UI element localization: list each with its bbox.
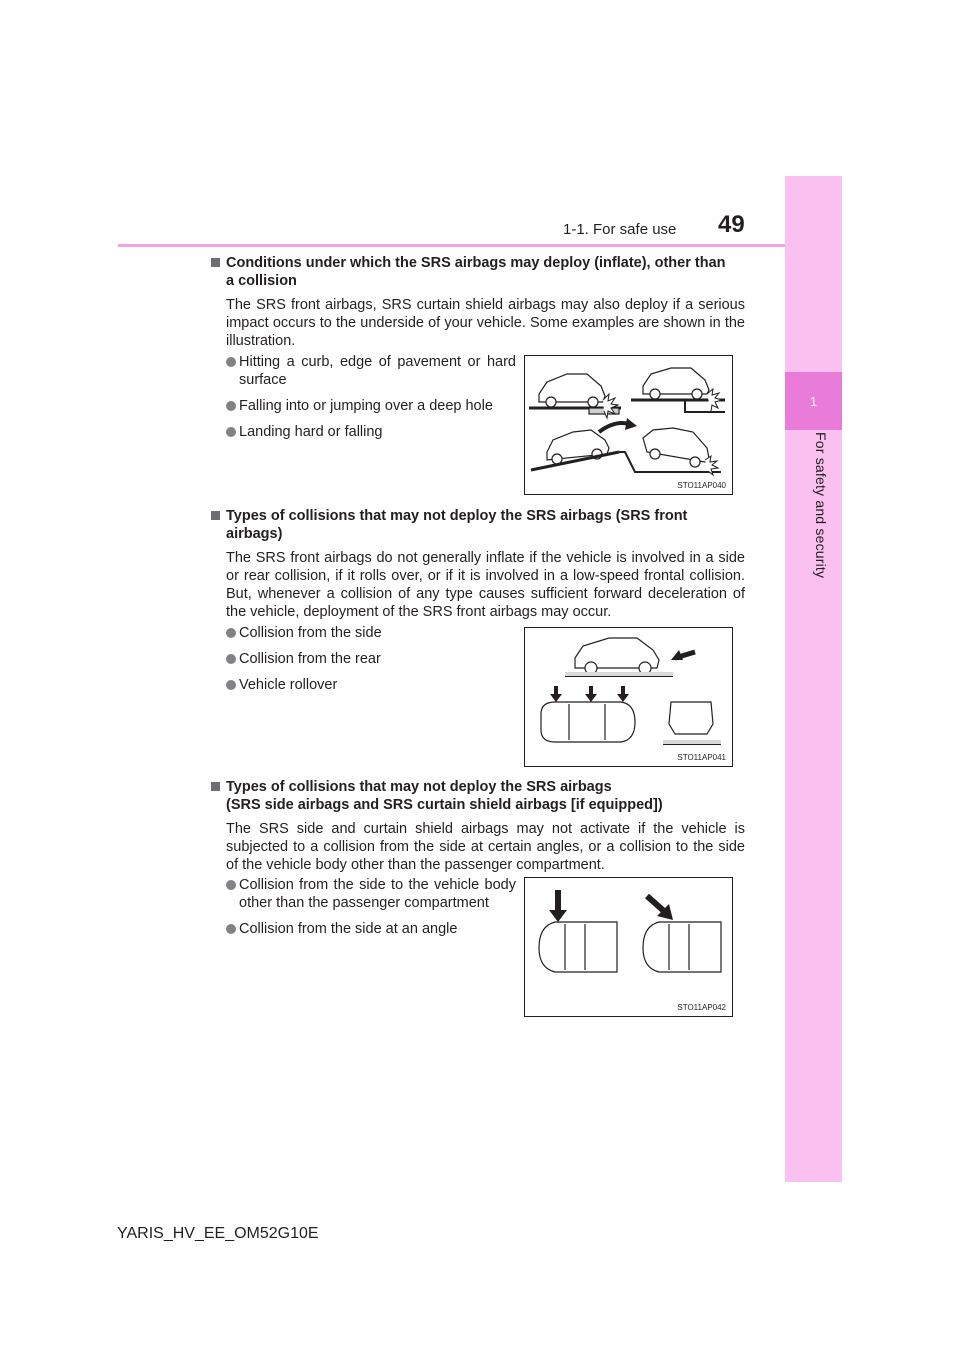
figure-code: STO11AP042 xyxy=(677,1003,726,1012)
list-item xyxy=(226,397,516,415)
list-item-text: Hitting a curb, edge of pavement or hard surface xyxy=(239,354,516,388)
bullet-dot-icon xyxy=(226,401,236,411)
bullet-dot-icon xyxy=(226,357,236,367)
section-side-airbags-no-deploy xyxy=(211,778,745,874)
chapter-number-tab[interactable] xyxy=(785,372,842,430)
document-code-footer: YARIS_HV_EE_OM52G10E xyxy=(117,1225,319,1242)
list-item-text: Collision from the rear xyxy=(239,651,381,667)
section-body: The SRS side and curtain shield airbags may not activate if the vehicle is subjected to a collision from the side at certain angles, or a collision to the side of the vehicle body other than the passenger compartment. xyxy=(226,821,745,873)
bullet-dot-icon xyxy=(226,880,236,890)
list-item-text: Collision from the side at an angle xyxy=(239,921,458,937)
section-deploy-other-than-collision xyxy=(211,254,745,350)
section-heading xyxy=(211,778,745,814)
bullet-dot-icon xyxy=(226,680,236,690)
chapter-title: For safety and security xyxy=(813,432,829,579)
list-item-text: Vehicle rollover xyxy=(239,677,338,693)
list-item xyxy=(226,353,516,389)
section-body: The SRS front airbags, SRS curtain shield airbags may also deploy if a serious impact occurs to the underside of your vehicle. Some examples are shown in the illustration. xyxy=(226,297,745,349)
section-heading xyxy=(211,507,745,543)
list-item xyxy=(226,624,516,642)
square-bullet-icon xyxy=(211,511,220,520)
bullet-list xyxy=(226,353,516,449)
bullet-list xyxy=(226,624,516,702)
heading-line-2: a collision xyxy=(226,273,297,289)
illustration-side-angle-impacts xyxy=(524,877,733,1017)
page-number: 49 xyxy=(718,211,745,238)
heading-line-2: airbags) xyxy=(226,526,283,542)
bullet-dot-icon xyxy=(226,924,236,934)
list-item xyxy=(226,423,516,441)
chapter-number: 1 xyxy=(809,393,818,409)
car-illustration-svg xyxy=(525,628,732,766)
list-item xyxy=(226,650,516,668)
bullet-dot-icon xyxy=(226,628,236,638)
figure-code: STO11AP041 xyxy=(677,753,726,762)
car-illustration-svg xyxy=(525,356,732,494)
figure-code: STO11AP040 xyxy=(677,481,726,490)
illustration-side-rear-rollover xyxy=(524,627,733,767)
bullet-dot-icon xyxy=(226,654,236,664)
section-header: 1-1. For safe use xyxy=(563,221,677,238)
list-item xyxy=(226,876,516,912)
bullet-dot-icon xyxy=(226,427,236,437)
heading-line-1: Types of collisions that may not deploy the SRS airbags xyxy=(226,779,612,795)
section-front-airbags-no-deploy xyxy=(211,507,745,621)
list-item xyxy=(226,920,516,938)
list-item-text: Falling into or jumping over a deep hole xyxy=(239,398,493,414)
section-body: The SRS front airbags do not generally inflate if the vehicle is involved in a side or rear collision, if it rolls over, or if it is involved in a low-speed frontal collision. But, whenever a collision of any type causes sufficient forward deceleration of the vehicle, deployment of the SRS front airbags may occur. xyxy=(226,550,745,620)
heading-line-1: Types of collisions that may not deploy the SRS airbags (SRS front xyxy=(226,508,688,524)
square-bullet-icon xyxy=(211,258,220,267)
bullet-list xyxy=(226,876,516,946)
illustration-underside-impacts xyxy=(524,355,733,495)
square-bullet-icon xyxy=(211,782,220,791)
list-item-text: Landing hard or falling xyxy=(239,424,383,440)
list-item xyxy=(226,676,516,694)
chapter-side-tab xyxy=(785,176,842,1182)
heading-line-1: Conditions under which the SRS airbags may deploy (inflate), other than xyxy=(226,255,726,271)
header-divider xyxy=(118,244,785,247)
heading-line-2: (SRS side airbags and SRS curtain shield airbags [if equipped]) xyxy=(226,797,663,813)
section-heading xyxy=(211,254,745,290)
car-illustration-svg xyxy=(525,878,732,1016)
list-item-text: Collision from the side xyxy=(239,625,382,641)
list-item-text: Collision from the side to the vehicle body other than the passenger compartment xyxy=(239,877,516,911)
